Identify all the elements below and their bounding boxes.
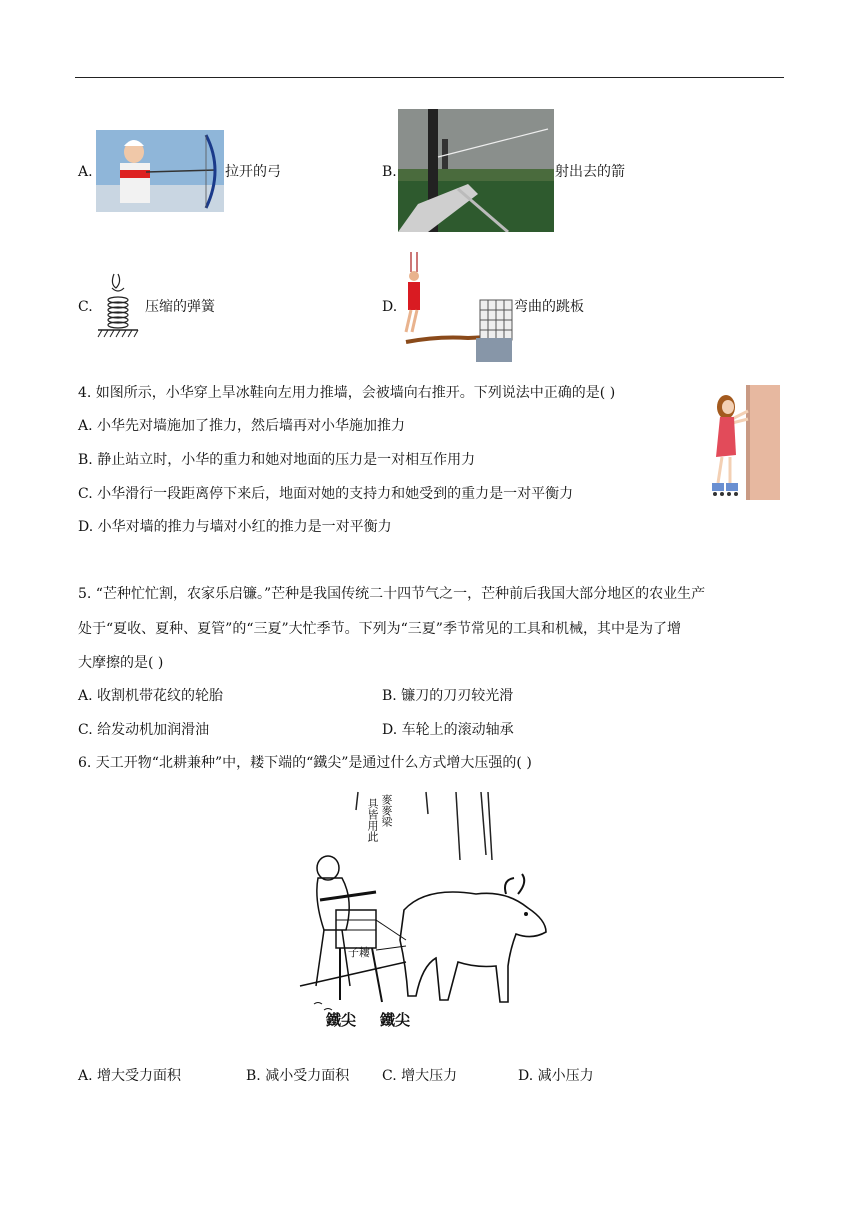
q6-option-d: D. 减小压力 [518, 1068, 594, 1084]
q5-option-a: A. 收割机带花纹的轮胎 [78, 688, 224, 704]
figure-label-top2: 具皆用此 [366, 798, 379, 842]
figure-label-tiejian-2: 鐵尖 [380, 1011, 411, 1029]
q5-stem-line1: 5. “芒种忙忙割，农家乐启镰。”芒种是我国传统二十四节气之一，芒种前后我国大部分地区的农业生产 [78, 586, 706, 602]
archer-photo-icon [96, 130, 224, 212]
q6-option-b: B. 减小受力面积 [246, 1068, 350, 1084]
option-c-letter: C. [78, 299, 93, 315]
q6-stem: 6. 天工开物“北耕兼种”中，耧下端的“鐵尖”是通过什么方式增大压强的( ) [78, 755, 532, 771]
girl-pushing-wall-icon [706, 385, 780, 500]
q6-option-a: A. 增大受力面积 [78, 1068, 182, 1084]
q5-option-d: D. 车轮上的滚动轴承 [382, 722, 514, 738]
option-b-text: 射出去的箭 [555, 164, 625, 180]
option-a-text: 拉开的弓 [225, 164, 281, 180]
q4-option-b: B. 静止站立时，小华的重力和她对地面的压力是一对相互作用力 [78, 452, 476, 468]
q4-option-a: A. 小华先对墙施加了推力，然后墙再对小华施加推力 [78, 418, 406, 434]
arrow-in-flight-photo-icon [398, 109, 554, 232]
figure-label-tiejian-1: 鐵尖 [326, 1011, 357, 1029]
q5-option-c: C. 给发动机加润滑油 [78, 722, 210, 738]
option-d-letter: D. [382, 299, 398, 315]
q5-stem-line2: 处于“夏收、夏种、夏管”的“三夏”大忙季节。下列为“三夏”季节常见的工具和机械，其中是为了增 [78, 621, 681, 637]
option-c-text: 压缩的弹簧 [145, 299, 215, 315]
figure-label-top1: 麥麥梁 [380, 794, 393, 827]
q4-option-d: D. 小华对墙的推力与墙对小红的推力是一对平衡力 [78, 519, 392, 535]
q4-option-c: C. 小华滑行一段距离停下来后，地面对她的支持力和她受到的重力是一对平衡力 [78, 486, 574, 502]
diving-board-icon [398, 250, 513, 362]
q6-option-c: C. 增大压力 [382, 1068, 458, 1084]
compressed-spring-icon [96, 270, 140, 340]
q5-stem-line3: 大摩擦的是( ) [78, 655, 164, 671]
figure-label-middle: 子耬 [348, 946, 370, 959]
header-rule [75, 77, 784, 78]
option-d-text: 弯曲的跳板 [514, 299, 584, 315]
option-a-letter: A. [78, 164, 93, 180]
option-b-letter: B. [382, 164, 397, 180]
q4-stem: 4. 如图所示，小华穿上旱冰鞋向左用力推墙，会被墙向右推开。下列说法中正确的是( ) [78, 385, 616, 401]
q5-option-b: B. 镰刀的刀刃较光滑 [382, 688, 514, 704]
ox-plough-woodcut-icon [296, 790, 558, 1035]
